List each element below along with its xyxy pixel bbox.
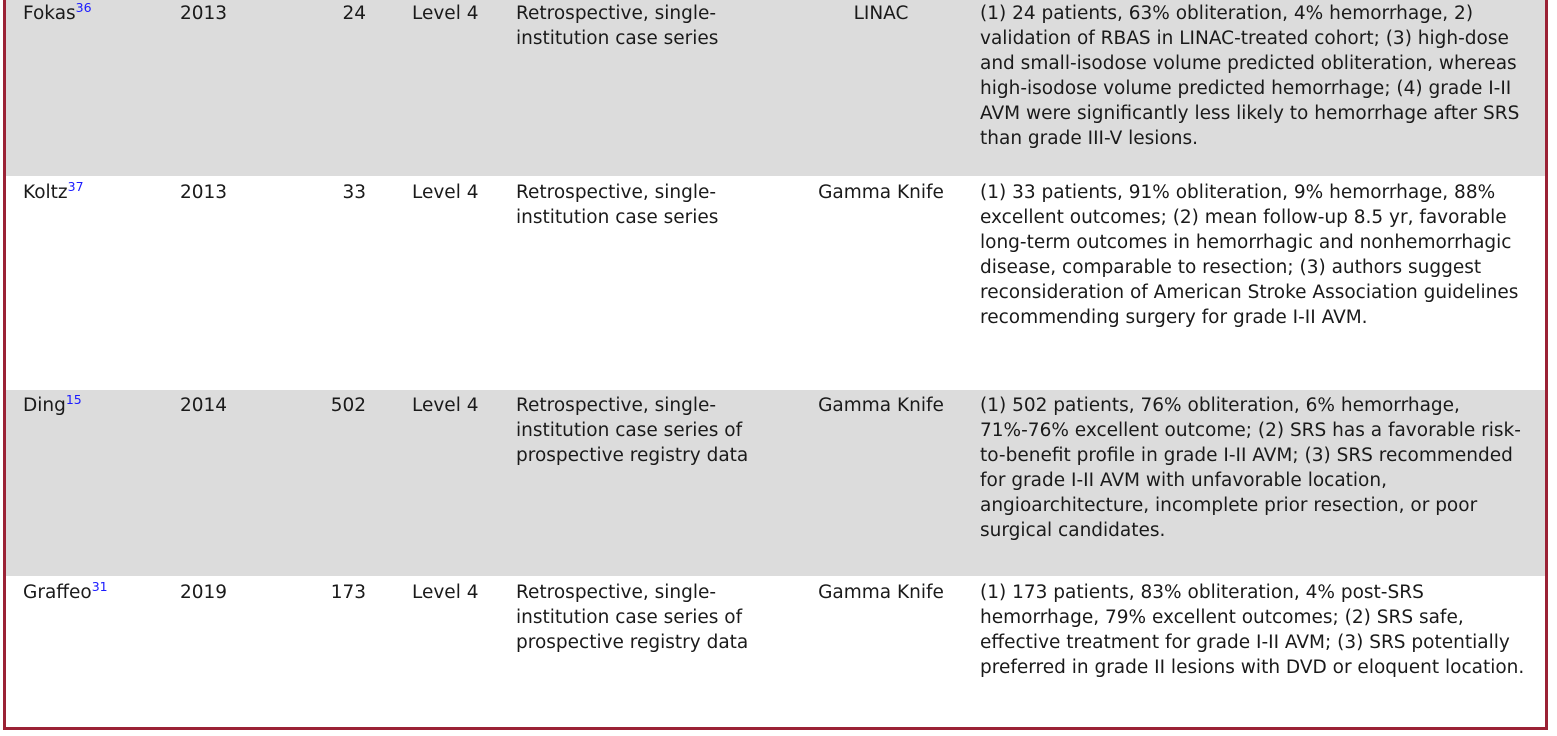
study-design-cell: Retrospective, single-institution case series of prospective registry data [502,390,792,577]
year-cell: 2013 [180,177,290,390]
patient-count-cell: 24 [290,0,386,177]
author-cell [6,390,180,577]
table-row [6,577,1545,731]
table-row [6,390,1545,577]
patient-count-cell: 173 [290,577,386,731]
evidence-level-cell: Level 4 [386,0,502,177]
patient-count-cell: 33 [290,177,386,390]
study-design-cell: Retrospective, single-institution case series [502,0,792,177]
author-name: Fokas [23,3,76,24]
findings-cell: (1) 33 patients, 91% obliteration, 9% hemorrhage, 88% excellent outcomes; (2) mean follow-up 8.5 yr, favorable long-term outcomes in hemorrhagic and nonhemorrhagic disease, comparable to resection; (3) authors suggest reconsideration of American Stroke Association guidelines recommending surgery for grade I-II AVM. [970,177,1545,390]
study-design-cell: Retrospective, single-institution case series [502,177,792,390]
technique-cell: Gamma Knife [792,390,970,577]
table-frame [3,0,1548,730]
patient-count-cell: 502 [290,390,386,577]
findings-cell: (1) 173 patients, 83% obliteration, 4% post-SRS hemorrhage, 79% excellent outcomes; (2) SRS safe, effective treatment for grade I-II AVM; (3) SRS potentially preferred in grade II lesions with DVD or eloquent location. [970,577,1545,731]
table-row [6,177,1545,390]
author-cell [6,577,180,731]
evidence-level-cell: Level 4 [386,577,502,731]
reference-link[interactable]: 37 [67,179,84,194]
evidence-level-cell: Level 4 [386,177,502,390]
author-name: Koltz [23,182,68,203]
technique-cell: Gamma Knife [792,177,970,390]
evidence-level-cell: Level 4 [386,390,502,577]
findings-cell: (1) 502 patients, 76% obliteration, 6% hemorrhage, 71%-76% excellent outcome; (2) SRS has a favorable risk-to-benefit profile in grade I-II AVM; (3) SRS recommended for grade I-II AVM with unfavorable location, angioarchitecture, incomplete prior resection, or poor surgical candidates. [970,390,1545,577]
technique-cell: LINAC [792,0,970,177]
author-cell [6,0,180,177]
reference-link[interactable]: 31 [91,579,108,594]
table-row [6,0,1545,177]
studies-table [6,0,1545,730]
technique-cell: Gamma Knife [792,577,970,731]
author-name: Graffeo [23,582,92,603]
author-name: Ding [23,395,66,416]
findings-cell: (1) 24 patients, 63% obliteration, 4% hemorrhage, 2) validation of RBAS in LINAC-treated cohort; (3) high-dose and small-isodose volume predicted obliteration, whereas high-isodose volume predicted hemorrhage; (4) grade I-II AVM were significantly less likely to hemorrhage after SRS than grade III-V lesions. [970,0,1545,177]
year-cell: 2014 [180,390,290,577]
reference-link[interactable]: 15 [65,392,82,407]
reference-link[interactable]: 36 [75,0,92,15]
year-cell: 2013 [180,0,290,177]
year-cell: 2019 [180,577,290,731]
author-cell [6,177,180,390]
study-design-cell: Retrospective, single-institution case series of prospective registry data [502,577,792,731]
